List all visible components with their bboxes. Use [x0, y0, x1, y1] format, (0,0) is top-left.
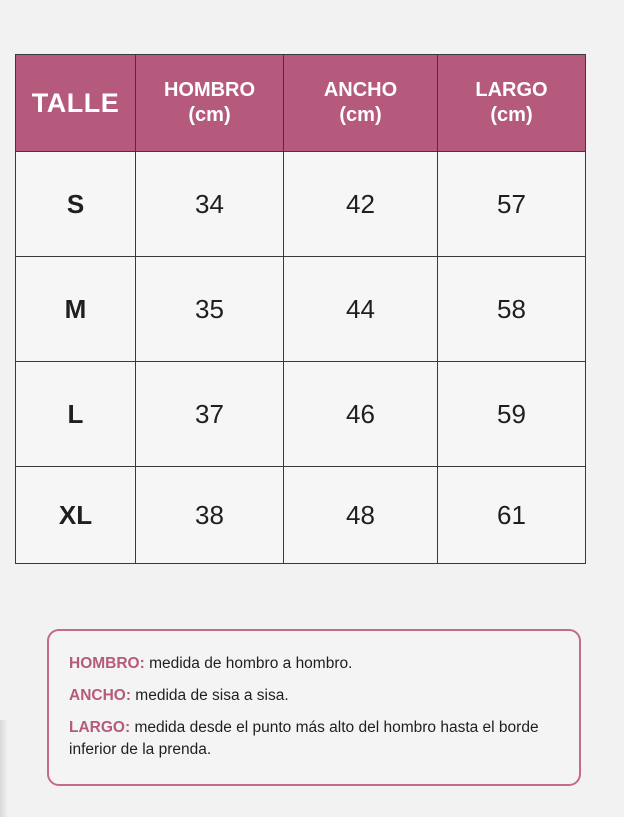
header-ancho-label: ANCHO [323, 79, 398, 101]
largo-cell: 59 [438, 362, 586, 467]
ancho-cell: 46 [284, 362, 438, 467]
ancho-cell: 42 [284, 152, 438, 257]
header-largo [438, 55, 586, 152]
header-largo-label: LARGO [475, 79, 548, 101]
largo-cell: 57 [438, 152, 586, 257]
table-row [16, 467, 586, 564]
size-cell: L [16, 362, 136, 467]
largo-cell: 61 [438, 467, 586, 564]
legend-item-largo [69, 717, 567, 761]
legend-text-hombro: medida de hombro a hombro. [144, 655, 353, 672]
page-edge-shadow [0, 720, 8, 817]
table-row [16, 257, 586, 362]
legend-text-ancho: medida de sisa a sisa. [131, 687, 289, 704]
measurement-legend [47, 629, 581, 786]
header-row [16, 55, 586, 152]
hombro-cell: 37 [136, 362, 284, 467]
legend-item-ancho [69, 685, 567, 707]
largo-cell: 58 [438, 257, 586, 362]
size-cell: S [16, 152, 136, 257]
header-talle-label: TALLE [31, 87, 120, 118]
ancho-cell: 44 [284, 257, 438, 362]
hombro-cell: 38 [136, 467, 284, 564]
legend-text-largo: medida desde el punto más alto del hombro hasta el borde inferior de la prenda. [69, 719, 539, 758]
table-header [16, 55, 586, 152]
header-hombro-unit: (cm) [188, 104, 231, 126]
size-chart-table [15, 54, 586, 564]
header-hombro [136, 55, 284, 152]
header-hombro-label: HOMBRO [163, 79, 256, 101]
legend-term-ancho: ANCHO: [69, 687, 131, 704]
legend-item-hombro [69, 653, 567, 675]
header-ancho [284, 55, 438, 152]
legend-term-hombro: HOMBRO: [69, 655, 145, 672]
hombro-cell: 35 [136, 257, 284, 362]
size-cell: XL [16, 467, 136, 564]
legend-term-largo: LARGO: [69, 719, 131, 736]
header-ancho-unit: (cm) [339, 104, 382, 126]
size-cell: M [16, 257, 136, 362]
ancho-cell: 48 [284, 467, 438, 564]
table-row [16, 152, 586, 257]
table-row [16, 362, 586, 467]
header-talle [16, 55, 136, 152]
header-largo-unit: (cm) [490, 104, 533, 126]
hombro-cell: 34 [136, 152, 284, 257]
table-body [16, 152, 586, 564]
